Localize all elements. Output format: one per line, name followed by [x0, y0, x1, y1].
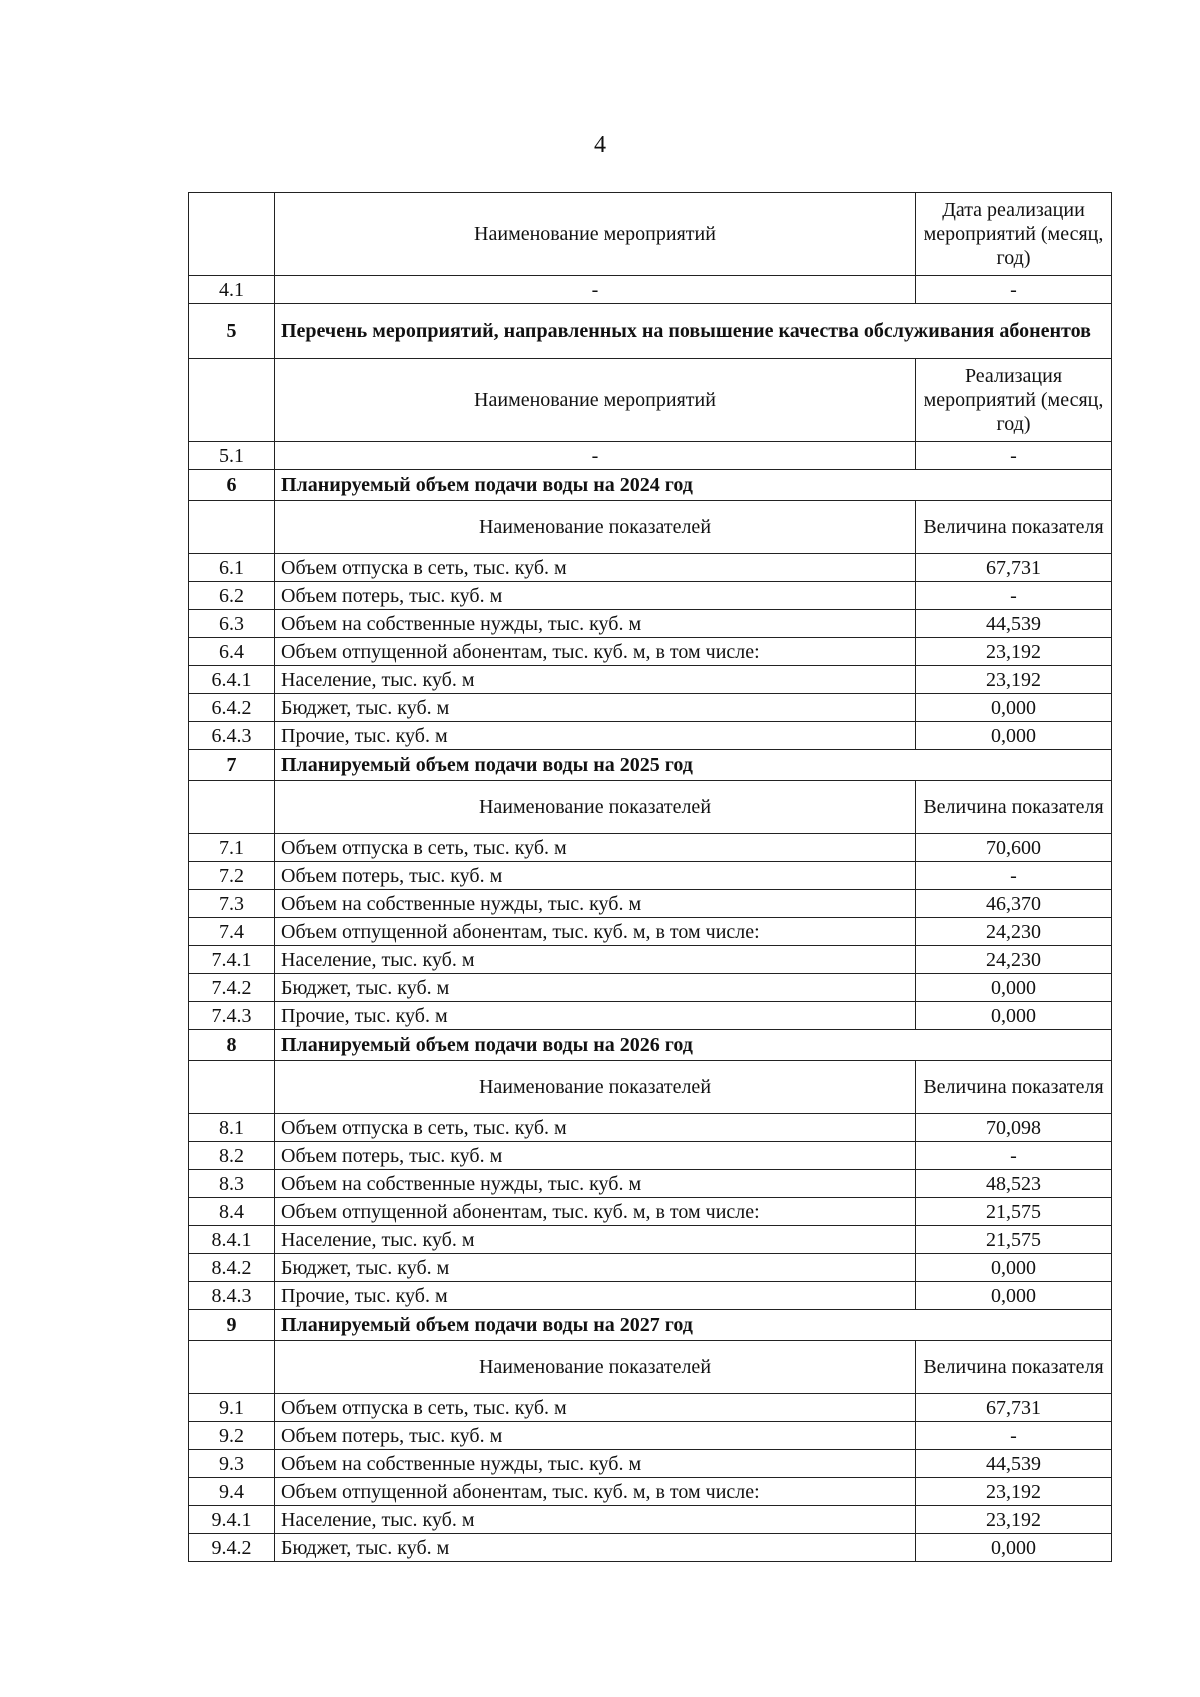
row-name: Объем отпуска в сеть, тыс. куб. м	[275, 1394, 916, 1422]
row-value: 23,192	[916, 638, 1112, 666]
table-row	[189, 834, 1112, 862]
section-title: Перечень мероприятий, направленных на повышение качества обслуживания абонентов	[275, 304, 1112, 359]
section-header-row	[189, 1061, 1112, 1114]
row-value: -	[916, 1142, 1112, 1170]
row-value: 0,000	[916, 1002, 1112, 1030]
row-number: 6.1	[189, 554, 275, 582]
row-number: 7.4.3	[189, 1002, 275, 1030]
table-row	[189, 442, 1112, 470]
row-name: Объем на собственные нужды, тыс. куб. м	[275, 890, 916, 918]
section-number: 9	[189, 1310, 275, 1341]
section-header-value: Величина показателя	[916, 1341, 1112, 1394]
section-header-num-cell	[189, 781, 275, 834]
table-row	[189, 946, 1112, 974]
header-num-cell	[189, 193, 275, 276]
table-row	[189, 610, 1112, 638]
row-number: 8.1	[189, 1114, 275, 1142]
row-name: Объем потерь, тыс. куб. м	[275, 1142, 916, 1170]
section-title: Планируемый объем подачи воды на 2026 год	[275, 1030, 1112, 1061]
row-name: -	[275, 276, 916, 304]
row-value: 23,192	[916, 1506, 1112, 1534]
row-value: -	[916, 276, 1112, 304]
table-row	[189, 1450, 1112, 1478]
row-name: Население, тыс. куб. м	[275, 1226, 916, 1254]
row-value: 23,192	[916, 1478, 1112, 1506]
table-row	[189, 1534, 1112, 1562]
table-row	[189, 1254, 1112, 1282]
row-name: -	[275, 442, 916, 470]
row-name: Объем отпуска в сеть, тыс. куб. м	[275, 554, 916, 582]
section-title: Планируемый объем подачи воды на 2024 год	[275, 470, 1112, 501]
section-header-row	[189, 1341, 1112, 1394]
table-row	[189, 862, 1112, 890]
row-number: 9.1	[189, 1394, 275, 1422]
row-number: 5.1	[189, 442, 275, 470]
table-row	[189, 1226, 1112, 1254]
section-header-name: Наименование мероприятий	[275, 359, 916, 442]
section-header-num-cell	[189, 501, 275, 554]
row-name: Объем на собственные нужды, тыс. куб. м	[275, 610, 916, 638]
section-header-num-cell	[189, 359, 275, 442]
row-number: 8.4	[189, 1198, 275, 1226]
section-title-row	[189, 1030, 1112, 1061]
row-name: Население, тыс. куб. м	[275, 1506, 916, 1534]
row-number: 7.2	[189, 862, 275, 890]
row-number: 8.4.3	[189, 1282, 275, 1310]
row-name: Прочие, тыс. куб. м	[275, 1002, 916, 1030]
row-number: 7.4.2	[189, 974, 275, 1002]
table-row	[189, 1422, 1112, 1450]
row-value: -	[916, 1422, 1112, 1450]
row-value: 23,192	[916, 666, 1112, 694]
section-title: Планируемый объем подачи воды на 2027 год	[275, 1310, 1112, 1341]
section-header-name: Наименование показателей	[275, 1341, 916, 1394]
row-name: Объем потерь, тыс. куб. м	[275, 862, 916, 890]
row-value: 67,731	[916, 554, 1112, 582]
row-number: 9.4.1	[189, 1506, 275, 1534]
header-date-cell: Дата реализации мероприятий (месяц, год)	[916, 193, 1112, 276]
table-row	[189, 666, 1112, 694]
table-row	[189, 1394, 1112, 1422]
row-number: 6.2	[189, 582, 275, 610]
table-row	[189, 1198, 1112, 1226]
header-name-cell: Наименование мероприятий	[275, 193, 916, 276]
row-number: 7.1	[189, 834, 275, 862]
measures-table-body	[189, 193, 1112, 1562]
row-name: Объем отпущенной абонентам, тыс. куб. м, в том числе:	[275, 638, 916, 666]
row-number: 8.2	[189, 1142, 275, 1170]
row-number: 6.4.1	[189, 666, 275, 694]
row-number: 7.3	[189, 890, 275, 918]
row-name: Население, тыс. куб. м	[275, 666, 916, 694]
measures-table	[188, 192, 1112, 1562]
row-name: Объем на собственные нужды, тыс. куб. м	[275, 1170, 916, 1198]
row-value: 0,000	[916, 1534, 1112, 1562]
section-title-row	[189, 304, 1112, 359]
row-value: -	[916, 582, 1112, 610]
section-header-row	[189, 359, 1112, 442]
table-row	[189, 1282, 1112, 1310]
section-header-value: Реализация мероприятий (месяц, год)	[916, 359, 1112, 442]
row-value: -	[916, 442, 1112, 470]
table-row	[189, 554, 1112, 582]
row-value: 0,000	[916, 694, 1112, 722]
row-name: Объем на собственные нужды, тыс. куб. м	[275, 1450, 916, 1478]
row-number: 6.4.2	[189, 694, 275, 722]
section-header-name: Наименование показателей	[275, 781, 916, 834]
row-number: 8.3	[189, 1170, 275, 1198]
section-title: Планируемый объем подачи воды на 2025 год	[275, 750, 1112, 781]
section-number: 7	[189, 750, 275, 781]
row-value: -	[916, 862, 1112, 890]
row-name: Объем потерь, тыс. куб. м	[275, 582, 916, 610]
table-row	[189, 1478, 1112, 1506]
row-name: Население, тыс. куб. м	[275, 946, 916, 974]
row-value: 0,000	[916, 722, 1112, 750]
row-name: Объем отпущенной абонентам, тыс. куб. м, в том числе:	[275, 918, 916, 946]
row-number: 8.4.1	[189, 1226, 275, 1254]
section-header-name: Наименование показателей	[275, 501, 916, 554]
page-number: 4	[594, 132, 606, 158]
section-number: 6	[189, 470, 275, 501]
row-number: 6.4	[189, 638, 275, 666]
row-number: 9.4	[189, 1478, 275, 1506]
table-row	[189, 1002, 1112, 1030]
row-name: Объем отпуска в сеть, тыс. куб. м	[275, 1114, 916, 1142]
table-row	[189, 722, 1112, 750]
row-number: 8.4.2	[189, 1254, 275, 1282]
row-number: 6.4.3	[189, 722, 275, 750]
row-value: 21,575	[916, 1226, 1112, 1254]
row-value: 46,370	[916, 890, 1112, 918]
row-name: Объем отпущенной абонентам, тыс. куб. м, в том числе:	[275, 1478, 916, 1506]
row-value: 24,230	[916, 946, 1112, 974]
section-header-value: Величина показателя	[916, 1061, 1112, 1114]
section-header-value: Величина показателя	[916, 501, 1112, 554]
section-title-row	[189, 470, 1112, 501]
row-number: 9.3	[189, 1450, 275, 1478]
row-value: 0,000	[916, 1282, 1112, 1310]
row-number: 9.4.2	[189, 1534, 275, 1562]
table-row	[189, 890, 1112, 918]
table-row	[189, 1114, 1112, 1142]
row-number: 6.3	[189, 610, 275, 638]
row-number: 9.2	[189, 1422, 275, 1450]
row-number: 7.4	[189, 918, 275, 946]
row-name: Бюджет, тыс. куб. м	[275, 1254, 916, 1282]
row-value: 70,600	[916, 834, 1112, 862]
section-header-num-cell	[189, 1341, 275, 1394]
row-name: Бюджет, тыс. куб. м	[275, 694, 916, 722]
row-value: 24,230	[916, 918, 1112, 946]
table-header-row	[189, 193, 1112, 276]
row-name: Прочие, тыс. куб. м	[275, 1282, 916, 1310]
row-value: 67,731	[916, 1394, 1112, 1422]
section-number: 5	[189, 304, 275, 359]
table-row	[189, 918, 1112, 946]
table-row	[189, 694, 1112, 722]
section-header-name: Наименование показателей	[275, 1061, 916, 1114]
section-number: 8	[189, 1030, 275, 1061]
section-header-row	[189, 781, 1112, 834]
row-value: 44,539	[916, 610, 1112, 638]
row-value: 44,539	[916, 1450, 1112, 1478]
row-value: 21,575	[916, 1198, 1112, 1226]
row-name: Объем потерь, тыс. куб. м	[275, 1422, 916, 1450]
table-row	[189, 1506, 1112, 1534]
row-number: 7.4.1	[189, 946, 275, 974]
row-name: Бюджет, тыс. куб. м	[275, 1534, 916, 1562]
section-header-row	[189, 501, 1112, 554]
table-row	[189, 638, 1112, 666]
table-row	[189, 582, 1112, 610]
row-name: Бюджет, тыс. куб. м	[275, 974, 916, 1002]
row-value: 70,098	[916, 1114, 1112, 1142]
table-row	[189, 974, 1112, 1002]
table-row	[189, 1142, 1112, 1170]
table-row	[189, 1170, 1112, 1198]
section-title-row	[189, 1310, 1112, 1341]
row-name: Прочие, тыс. куб. м	[275, 722, 916, 750]
row-name: Объем отпуска в сеть, тыс. куб. м	[275, 834, 916, 862]
row-number: 4.1	[189, 276, 275, 304]
row-value: 0,000	[916, 974, 1112, 1002]
table-row	[189, 276, 1112, 304]
section-header-value: Величина показателя	[916, 781, 1112, 834]
section-header-num-cell	[189, 1061, 275, 1114]
row-value: 0,000	[916, 1254, 1112, 1282]
row-name: Объем отпущенной абонентам, тыс. куб. м, в том числе:	[275, 1198, 916, 1226]
section-title-row	[189, 750, 1112, 781]
row-value: 48,523	[916, 1170, 1112, 1198]
